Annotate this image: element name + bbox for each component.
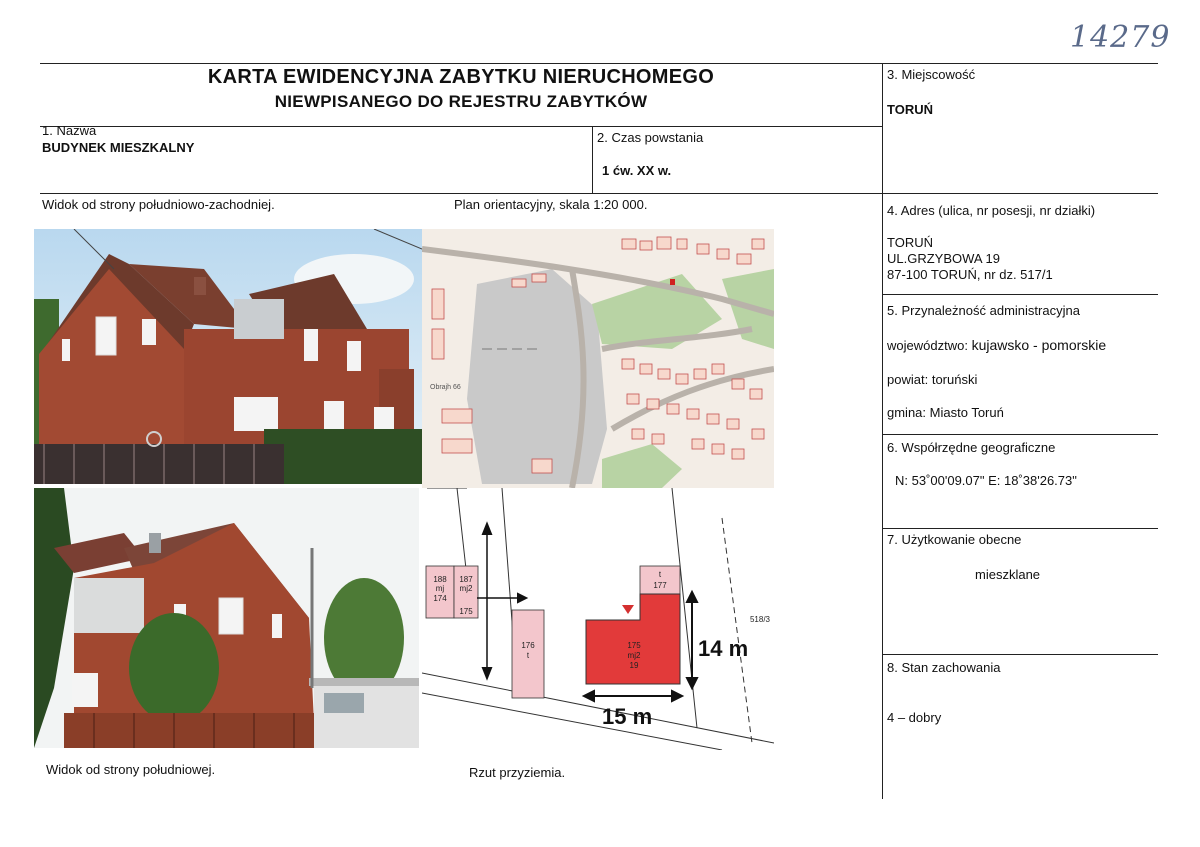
address-line1: TORUŃ — [887, 235, 933, 250]
field7-bottom-line — [882, 654, 1158, 655]
address-line2: UL.GRZYBOWA 19 — [887, 251, 1000, 266]
voivodeship-label: województwo: — [887, 338, 968, 353]
orientation-map — [422, 229, 774, 488]
field6-bottom-line — [882, 528, 1158, 529]
name-label: 1. Nazwa — [42, 123, 97, 138]
date-label: 2. Czas powstania — [597, 130, 704, 145]
field5-bottom-line — [882, 434, 1158, 435]
row1-bottom-line — [40, 193, 1158, 194]
address-line3: 87-100 TORUŃ, nr dz. 517/1 — [887, 267, 1053, 282]
parcel-176-type: t — [526, 651, 530, 660]
county-row — [887, 372, 977, 387]
condition-label: 8. Stan zachowania — [887, 660, 1001, 675]
parcel-187: 187 — [459, 575, 473, 584]
commune-value: Miasto Toruń — [929, 405, 1004, 420]
parcel-177: 177 — [653, 581, 667, 590]
parcel-188-type: mj — [435, 584, 445, 593]
usage-value: mieszklane — [975, 567, 1041, 582]
caption-view-sw: Widok od strony południowo-zachodniej. — [42, 197, 275, 212]
coords-label: 6. Współrzędne geograficzne — [887, 440, 1056, 455]
photo-southwest-view — [34, 229, 422, 484]
name-value: BUDYNEK MIESZKALNY — [42, 140, 195, 155]
building-number: 19 — [629, 661, 639, 670]
dimension-vertical: 14 m — [698, 636, 749, 661]
caption-plan: Plan orientacyjny, skala 1:20 000. — [454, 197, 648, 212]
dimension-horizontal: 15 m — [602, 704, 653, 729]
handwritten-inventory-number: 14279 — [1070, 20, 1171, 55]
locality-label: 3. Miejscowość — [887, 67, 976, 82]
right-column-divider — [882, 63, 883, 799]
usage-label: 7. Użytkowanie obecne — [887, 532, 1022, 547]
date-value: 1 ćw. XX w. — [602, 163, 672, 178]
card-title: KARTA EWIDENCYJNA ZABYTKU NIERUCHOMEGO — [207, 66, 715, 88]
parcel-177-type: t — [658, 570, 662, 579]
address-label: 4. Adres (ulica, nr posesji, nr działki) — [887, 203, 1096, 218]
building-parcel-175: 175 — [627, 641, 641, 650]
commune-label: gmina: — [887, 405, 927, 420]
commune-row — [887, 405, 1004, 420]
parcel-187-type: mj2 — [459, 584, 473, 593]
county-value: toruński — [931, 372, 978, 387]
parcel-175-small: 175 — [459, 607, 473, 616]
map-street-label: Obrajh 66 — [430, 384, 461, 391]
condition-value: 4 – dobry — [887, 710, 942, 725]
parcel-188: 188 — [433, 575, 447, 584]
caption-view-s: Widok od strony południowej. — [46, 762, 216, 777]
top-border — [40, 63, 1158, 64]
parcel-174: 174 — [433, 594, 447, 603]
header-bottom-line — [40, 126, 882, 127]
parcel-176: 176 — [521, 641, 535, 650]
building-type: mj2 — [627, 651, 641, 660]
caption-ground-plan: Rzut przyziemia. — [469, 765, 566, 780]
county-label: powiat: — [887, 372, 929, 387]
coords-value: N: 53˚00'09.07" E: 18˚38'26.73" — [895, 473, 1077, 488]
ground-plan-drawing — [422, 488, 774, 750]
locality-value: TORUŃ — [887, 102, 933, 117]
admin-label: 5. Przynależność administracyjna — [887, 303, 1080, 318]
voivodeship-row — [887, 337, 1106, 353]
voivodeship-value: kujawsko - pomorskie — [971, 337, 1107, 353]
field4-bottom-line — [882, 294, 1158, 295]
name-date-divider — [592, 126, 593, 193]
card-subtitle: NIEWPISANEGO DO REJESTRU ZABYTKÓW — [274, 92, 648, 111]
photo-south-view — [34, 488, 419, 748]
parcel-518-3: 518/3 — [749, 615, 771, 624]
